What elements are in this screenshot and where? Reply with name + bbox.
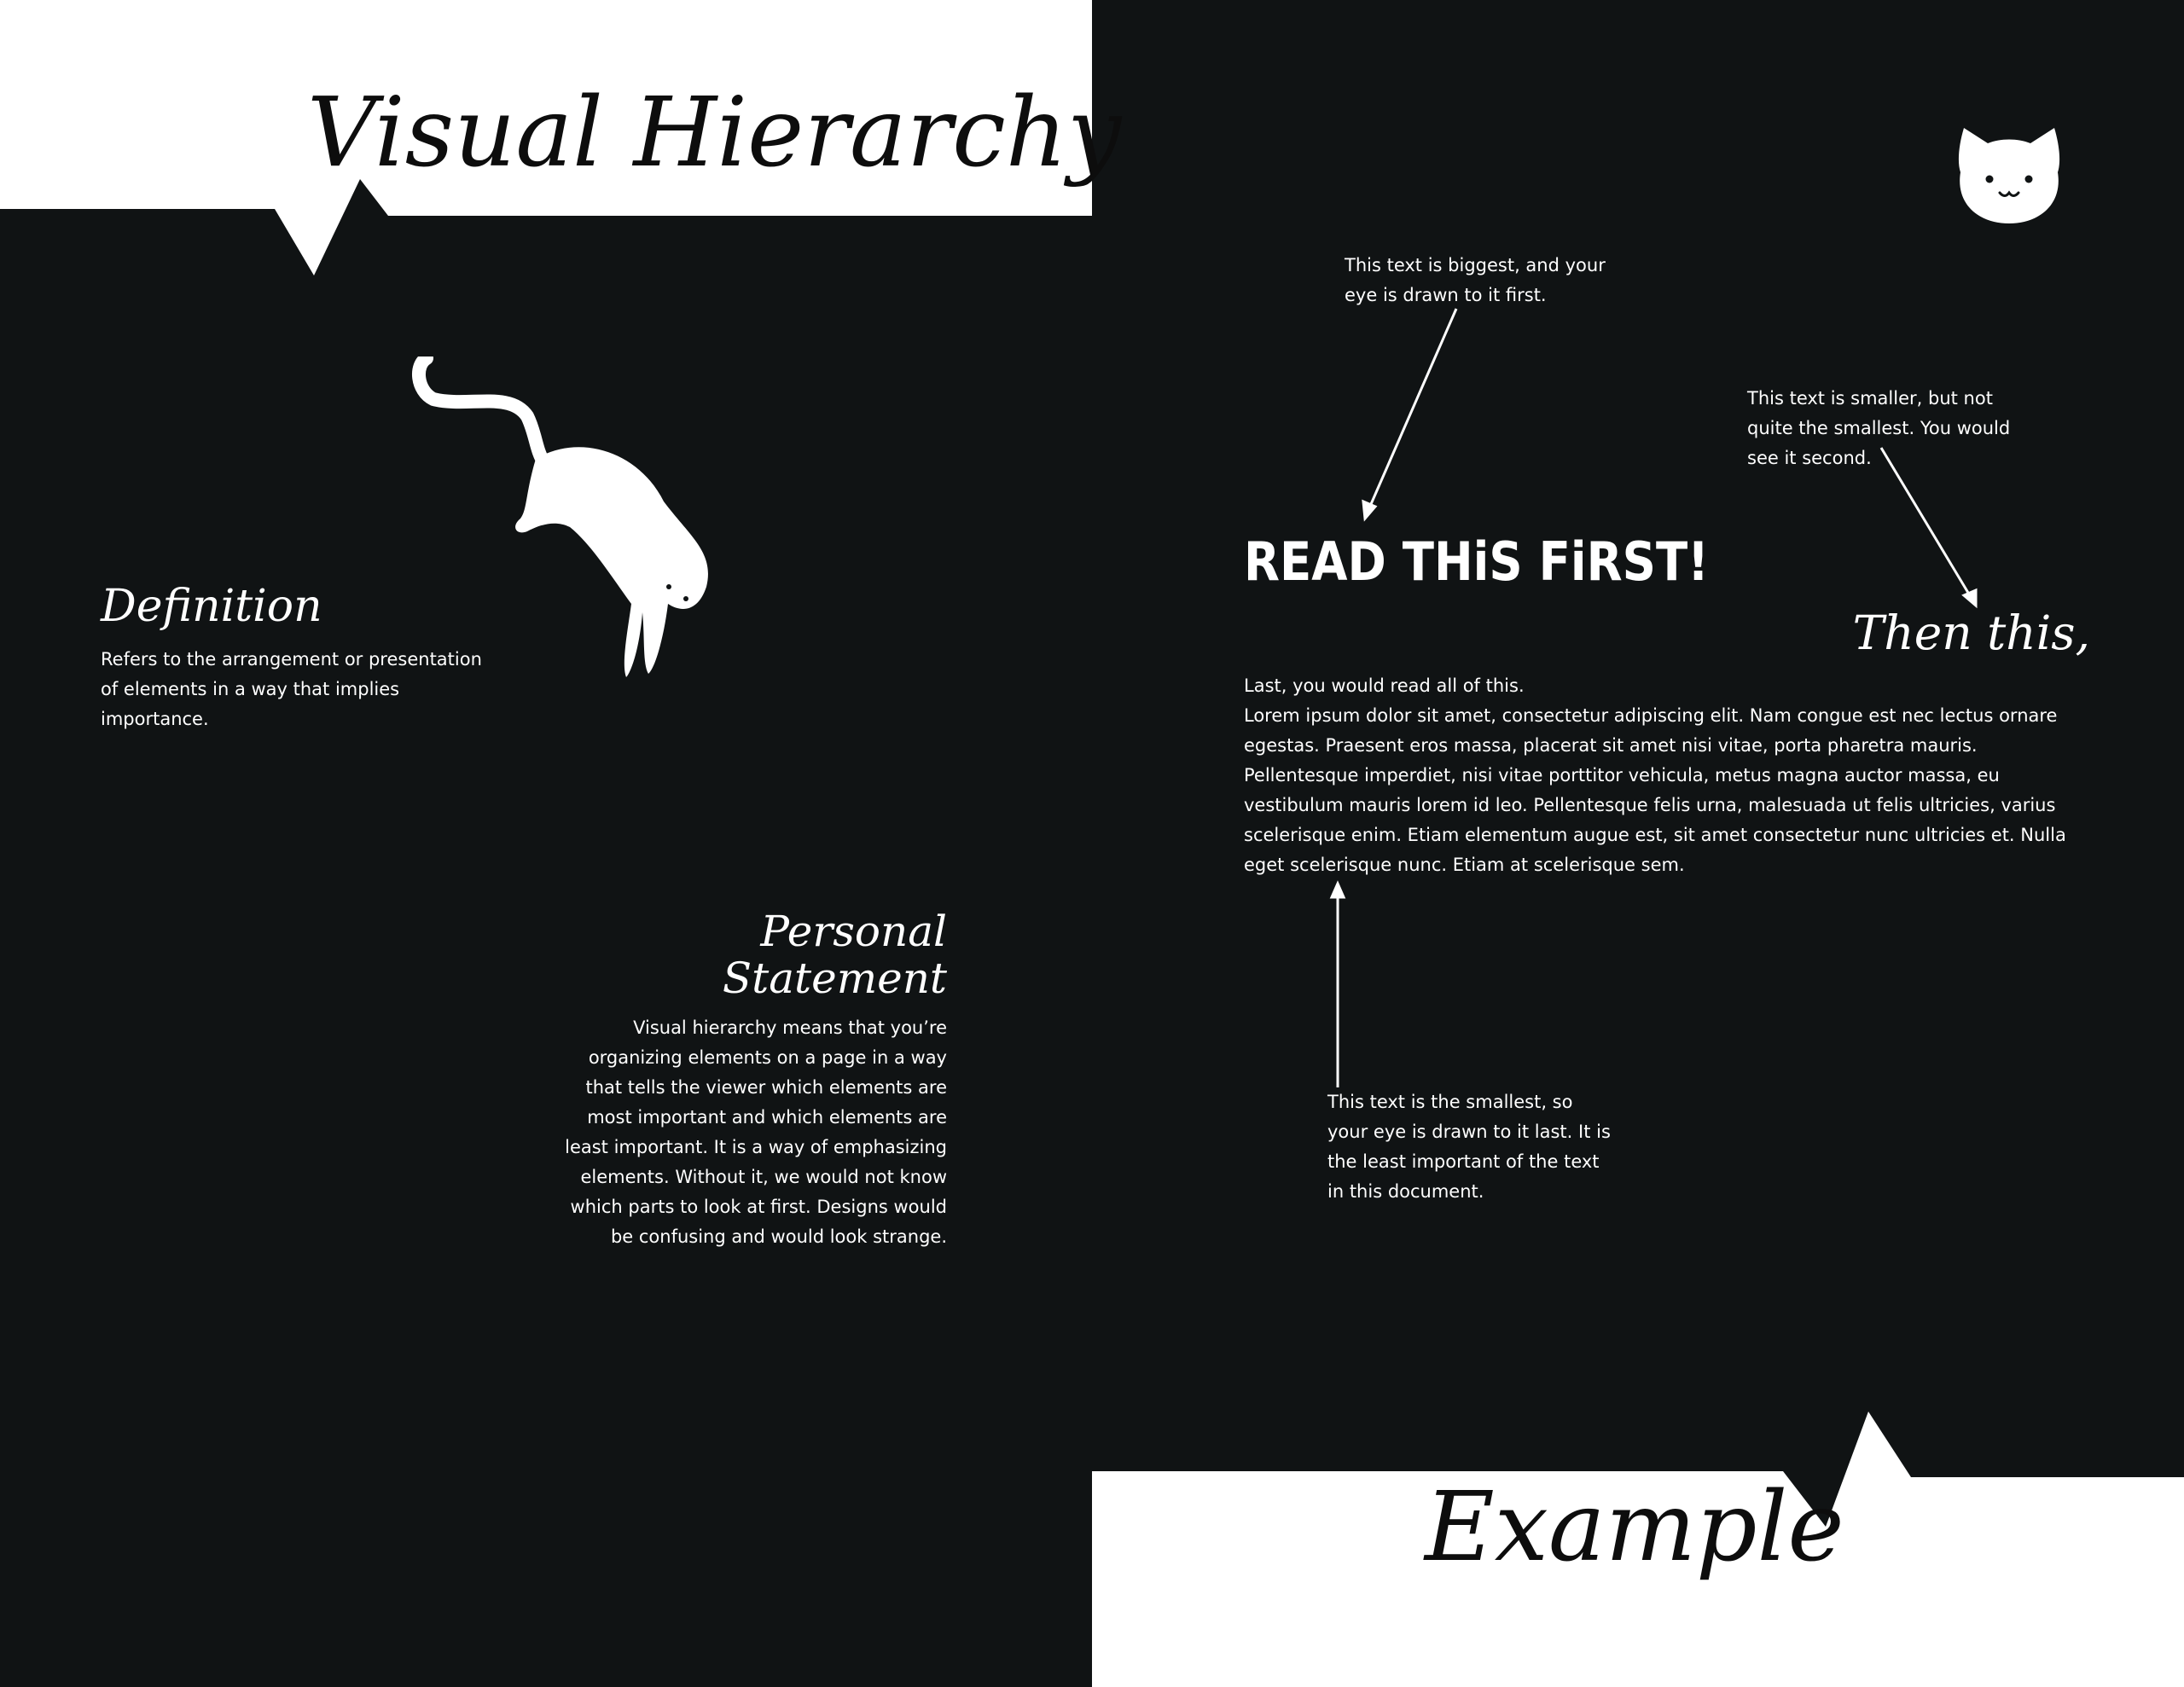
definition-body: Refers to the arrangement or presentation of elements in a way that implies importance. <box>101 649 482 729</box>
last-line-text: Last, you would read all of this. <box>1244 675 1525 696</box>
personal-statement-heading-line1: Personal <box>760 907 947 956</box>
personal-statement-heading-line2: Statement <box>722 954 947 1003</box>
definition-heading: Definition <box>101 581 322 632</box>
page-title: Visual Hierarchy <box>307 78 1122 188</box>
note-biggest: This text is biggest, and your eye is drawn to it first. <box>1345 255 1606 305</box>
note-smaller: This text is smaller, but not quite the smallest. You would see it second. <box>1747 388 2011 468</box>
note-smallest: This text is the smallest, so your eye is drawn to it last. It is the least important of the text in this document. <box>1327 1092 1611 1202</box>
lorem-paragraph: Lorem ipsum dolor sit amet, consectetur adipiscing elit. Nam congue est nec lectus ornare egestas. Praesent eros massa, placerat sit amet nisi vitae, porta pharetra mauris. Pellentesque imperdiet, nisi vitae porttitor vehicula, metus magna auctor massa, eu vestibulum mauris lorem id leo. Pellentesque felis urna, malesuada ut felis ultricies, varius scelerisque enim. Etiam elementum augue est, sit amet consectetur nunc ultricies et. Nulla eget scelerisque nunc. Etiam at scelerisque sem. <box>1244 705 2066 875</box>
arrow-icon <box>1332 884 1344 1087</box>
example-title: Example <box>1425 1472 1844 1583</box>
then-this-heading: Then this, <box>1852 606 2090 660</box>
arrow-icon <box>1881 448 1976 606</box>
personal-statement-body: Visual hierarchy means that you’re organizing elements on a page in a way that tells the viewer which elements are most important and which elements are least important. It is a way of emphasizing elements. Without it, we would not know which parts to look at first. Designs would be confusing and would look strange. <box>565 1017 947 1247</box>
read-first-heading: READ THiS FiRST! <box>1244 530 1710 593</box>
arrow-icon <box>1363 309 1456 519</box>
